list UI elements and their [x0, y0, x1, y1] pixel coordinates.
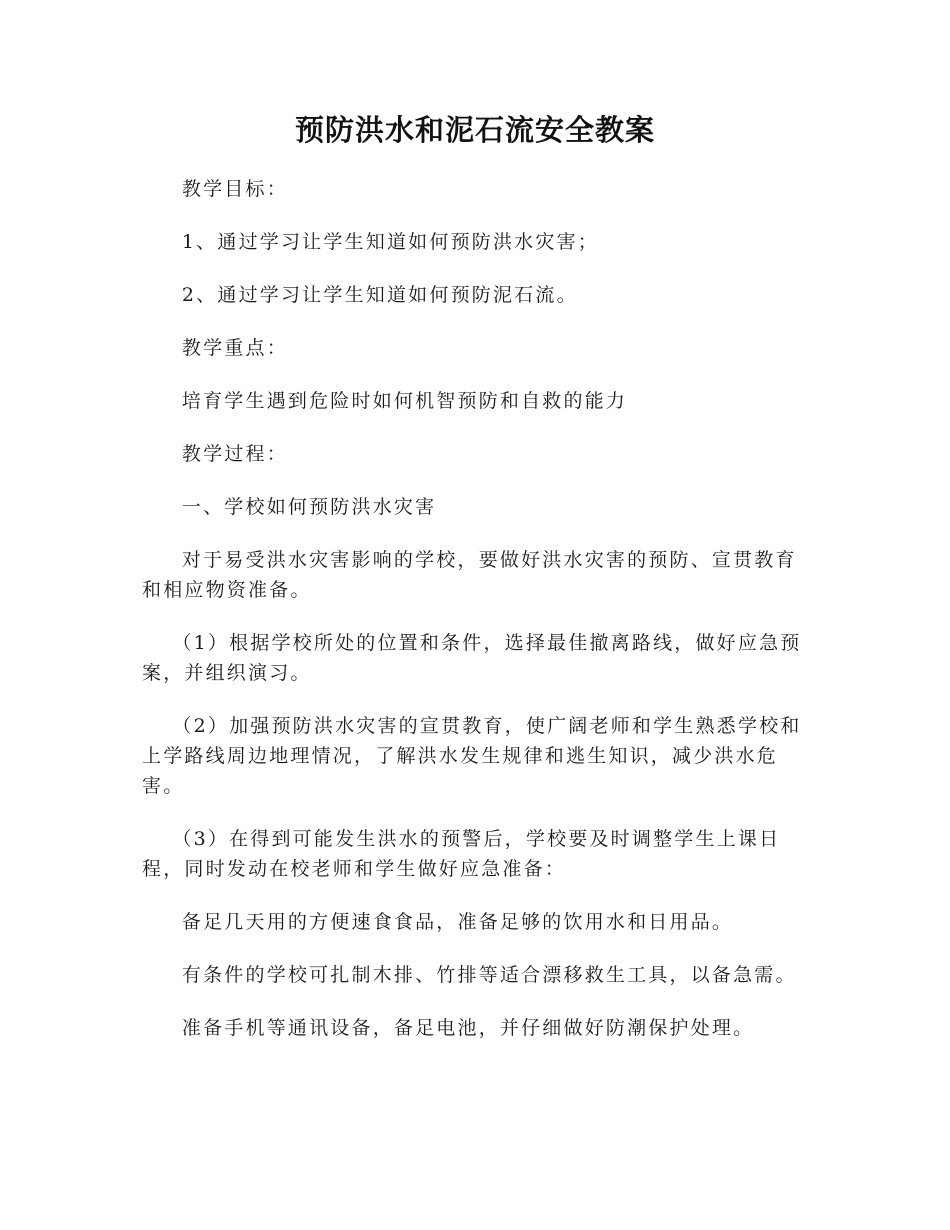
paragraph-prep-comms: 准备手机等通讯设备，备足电池，并仔细做好防潮保护处理。	[181, 1017, 755, 1039]
paragraph-section-1-heading: 一、学校如何预防洪水灾害	[181, 496, 437, 518]
document-title: 预防洪水和泥石流安全教案	[294, 113, 655, 147]
paragraph-key-point: 培育学生遇到危险时如何机智预防和自救的能力	[181, 390, 628, 412]
paragraph-objectives-heading: 教学目标：	[181, 178, 288, 200]
paragraph-key-points-heading: 教学重点：	[181, 337, 288, 359]
paragraph-item-3: （3）在得到可能发生洪水的预警后，学校要及时调整学生上课日程，同时发动在校老师和学生做好应急准备：	[142, 828, 781, 880]
paragraph-item-1: （1）根据学校所处的位置和条件，选择最佳撤离路线，做好应急预案，并组织演习。	[142, 632, 802, 684]
paragraph-prep-rafts: 有条件的学校可扎制木排、竹排等适合漂移救生工具，以备急需。	[181, 964, 797, 986]
paragraph-process-heading: 教学过程：	[181, 443, 288, 465]
paragraph-objective-2: 2、通过学习让学生知道如何预防泥石流。	[181, 284, 578, 306]
paragraph-objective-1: 1、通过学习让学生知道如何预防洪水灾害；	[181, 231, 599, 253]
paragraph-section-1-intro: 对于易受洪水灾害影响的学校，要做好洪水灾害的预防、宣贯教育和相应物资准备。	[142, 549, 797, 601]
paragraph-prep-food: 备足几天用的方便速食食品，准备足够的饮用水和日用品。	[181, 911, 734, 933]
paragraph-item-2: （2）加强预防洪水灾害的宣贯教育，使广阔老师和学生熟悉学校和上学路线周边地理情况，了解洪水发生规律和逃生知识，减少洪水危害。	[142, 715, 802, 797]
